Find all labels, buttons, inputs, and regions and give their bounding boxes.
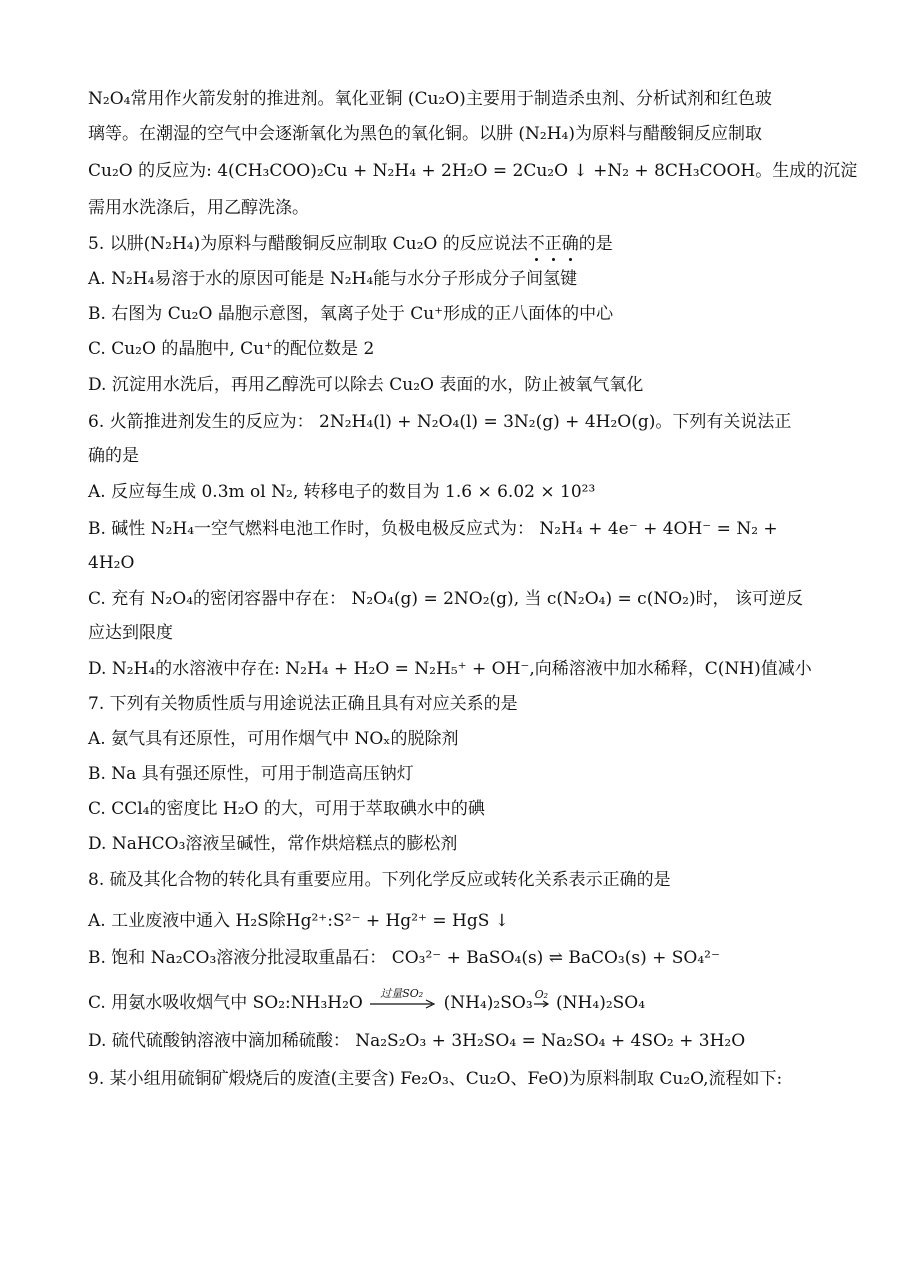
q8-option-c-mid: (NH₄)₂SO₃: [438, 993, 533, 1013]
intro-line-1: N₂O₄常用作火箭发射的推进剂。氧化亚铜 (Cu₂O)主要用于制造杀虫剂、分析试剂和红色玻: [88, 89, 772, 109]
q5-option-d: D. 沉淀用水洗后，再用乙醇洗可以除去 Cu₂O 表面的水，防止被氧气氧化: [88, 375, 644, 395]
q5-option-b: B. 右图为 Cu₂O 晶胞示意图，氧离子处于 Cu⁺形成的正八面体的中心: [88, 304, 614, 324]
o2-label: O₂: [534, 987, 549, 1001]
q5-emphasis-3: 确: [561, 234, 579, 254]
q8-option-b: B. 饱和 Na₂CO₃溶液分批浸取重晶石： CO₃²⁻ + BaSO₄(s) ⇌ BaCO₃(s) + SO₄²⁻: [88, 948, 720, 968]
q6-stem-line-2: 确的是: [88, 446, 139, 466]
intro-line-2: 璃等。在潮湿的空气中会逐渐氧化为黑色的氧化铜。以肼 (N₂H₄)为原料与醋酸铜反应制取: [88, 124, 762, 144]
q5-option-c: C. Cu₂O 的晶胞中, Cu⁺的配位数是 2: [88, 339, 375, 359]
q7-option-b: B. Na 具有强还原性，可用于制造高压钠灯: [88, 764, 414, 784]
q8-option-c: [88, 986, 860, 1015]
q5-stem-pre: 5. 以肼(N₂H₄)为原料与醋酸铜反应制取 Cu₂O 的反应说法: [88, 234, 528, 254]
q8-option-c-post: (NH₄)₂SO₄: [550, 993, 646, 1013]
q7-stem: 7. 下列有关物质性质与用途说法正确且具有对应关系的是: [88, 694, 518, 714]
q6-option-b-line-2: 4H₂O: [88, 553, 135, 573]
arrow-label: 过量SO₂: [380, 986, 424, 1000]
q5-emphasis-1: 不: [527, 234, 545, 254]
q9-stem: 9. 某小组用硫铜矿煅烧后的废渣(主要含) Fe₂O₃、Cu₂O、FeO)为原料制取 Cu₂O,流程如下:: [88, 1069, 783, 1089]
q6-stem-line-1: 6. 火箭推进剂发生的反应为： 2N₂H₄(l) + N₂O₄(l) = 3N₂(g) + 4H₂O(g)。下列有关说法正: [88, 412, 792, 432]
intro-line-4: 需用水洗涤后，用乙醇洗涤。: [88, 198, 309, 218]
intro-line-3: Cu₂O 的反应为: 4(CH₃COO)₂Cu + N₂H₄ + 2H₂O = 2Cu₂O ↓ +N₂ + 8CH₃COOH。生成的沉淀: [88, 161, 858, 181]
q6-option-b-line-1: B. 碱性 N₂H₄一空气燃料电池工作时，负极电极反应式为： N₂H₄ + 4e⁻ + 4OH⁻ = N₂ +: [88, 519, 778, 539]
q7-option-a: A. 氨气具有还原性，可用作烟气中 NOₓ的脱除剂: [88, 729, 459, 749]
q6-option-c-line-1: C. 充有 N₂O₄的密闭容器中存在： N₂O₄(g) = 2NO₂(g), 当 c(N₂O₄) = c(NO₂)时， 该可逆反: [88, 589, 803, 609]
o2-arrow-icon: [533, 987, 551, 1015]
reaction-arrow-icon: [368, 986, 438, 1015]
q8-stem: 8. 硫及其化合物的转化具有重要应用。下列化学反应或转化关系表示正确的是: [88, 870, 671, 890]
q7-option-d: D. NaHCO₃溶液呈碱性，常作烘焙糕点的膨松剂: [88, 834, 458, 854]
q5-option-a: A. N₂H₄易溶于水的原因可能是 N₂H₄能与水分子形成分子间氢键: [88, 269, 578, 289]
q5-emphasis-2: 正: [544, 234, 562, 254]
q8-option-a: A. 工业废液中通入 H₂S除Hg²⁺:S²⁻ + Hg²⁺ = HgS ↓: [88, 911, 510, 931]
q6-option-c-line-2: 应达到限度: [88, 623, 173, 643]
q7-option-c: C. CCl₄的密度比 H₂O 的大，可用于萃取碘水中的碘: [88, 799, 485, 819]
q8-option-c-pre: C. 用氨水吸收烟气中 SO₂:NH₃H₂O: [88, 993, 369, 1013]
q5-stem-post: 的是: [578, 234, 613, 254]
q6-option-a: A. 反应每生成 0.3m ol N₂, 转移电子的数目为 1.6 × 6.02 × 10²³: [88, 482, 596, 502]
q6-option-d: D. N₂H₄的水溶液中存在: N₂H₄ + H₂O = N₂H₅⁺ + OH⁻,向稀溶液中加水稀释，C(NH)值减小: [88, 659, 812, 679]
q8-option-d: D. 硫代硫酸钠溶液中滴加稀硫酸： Na₂S₂O₃ + 3H₂SO₄ = Na₂SO₄ + 4SO₂ + 3H₂O: [88, 1031, 746, 1051]
q5-stem: [88, 233, 860, 255]
